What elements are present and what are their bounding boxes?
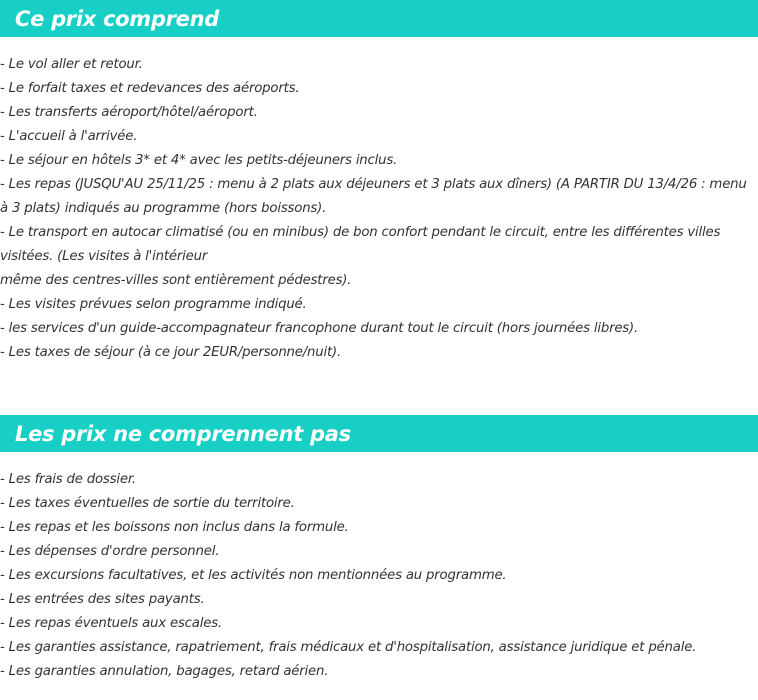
included-list	[0, 37, 758, 365]
excluded-title: Les prix ne comprennent pas	[15, 421, 351, 446]
list-item: même des centres-villes sont entièrement pédestres).	[0, 273, 352, 288]
list-item: - Le séjour en hôtels 3* et 4* avec les petits-déjeuners inclus.	[0, 153, 398, 168]
list-item: - Le transport en autocar climatisé (ou en minibus) de bon confort pendant le circuit, entre les différentes villes visitées. (Les visites à l'intérieur	[0, 225, 721, 264]
list-item: - Les repas et les boissons non inclus dans la formule.	[0, 520, 349, 535]
list-item: - Les transferts aéroport/hôtel/aéroport.	[0, 105, 258, 120]
list-item: - Les repas éventuels aux escales.	[0, 616, 222, 631]
included-title: Ce prix comprend	[15, 6, 219, 31]
list-item: - Le forfait taxes et redevances des aéroports.	[0, 81, 300, 96]
list-item: - L'accueil à l'arrivée.	[0, 129, 138, 144]
list-item: - Les dépenses d'ordre personnel.	[0, 544, 220, 559]
list-item: - Les taxes de séjour (à ce jour 2EUR/personne/nuit).	[0, 345, 342, 360]
list-item: - Les frais de dossier.	[0, 472, 136, 487]
excluded-header	[0, 415, 758, 452]
list-item: - Les garanties assistance, rapatriement, frais médicaux et d'hospitalisation, assistance juridique et pénale.	[0, 640, 697, 655]
included-header	[0, 0, 758, 37]
list-item: - Les repas (JUSQU'AU 25/11/25 : menu à 2 plats aux déjeuners et 3 plats aux dîners) (A PARTIR DU 13/4/26 : menu à 3 plats) indiqués au programme (hors boissons).	[0, 177, 747, 216]
list-item: - les services d'un guide-accompagnateur francophone durant tout le circuit (hors journées libres).	[0, 321, 639, 336]
excluded-list	[0, 452, 758, 684]
list-item: - Le vol aller et retour.	[0, 57, 143, 72]
list-item: - Les visites prévues selon programme indiqué.	[0, 297, 307, 312]
list-item: - Les garanties annulation, bagages, retard aérien.	[0, 664, 329, 679]
excluded-section	[0, 415, 758, 684]
list-item: - Les excursions facultatives, et les activités non mentionnées au programme.	[0, 568, 507, 583]
list-item: - Les taxes éventuelles de sortie du territoire.	[0, 496, 295, 511]
list-item: - Les entrées des sites payants.	[0, 592, 205, 607]
